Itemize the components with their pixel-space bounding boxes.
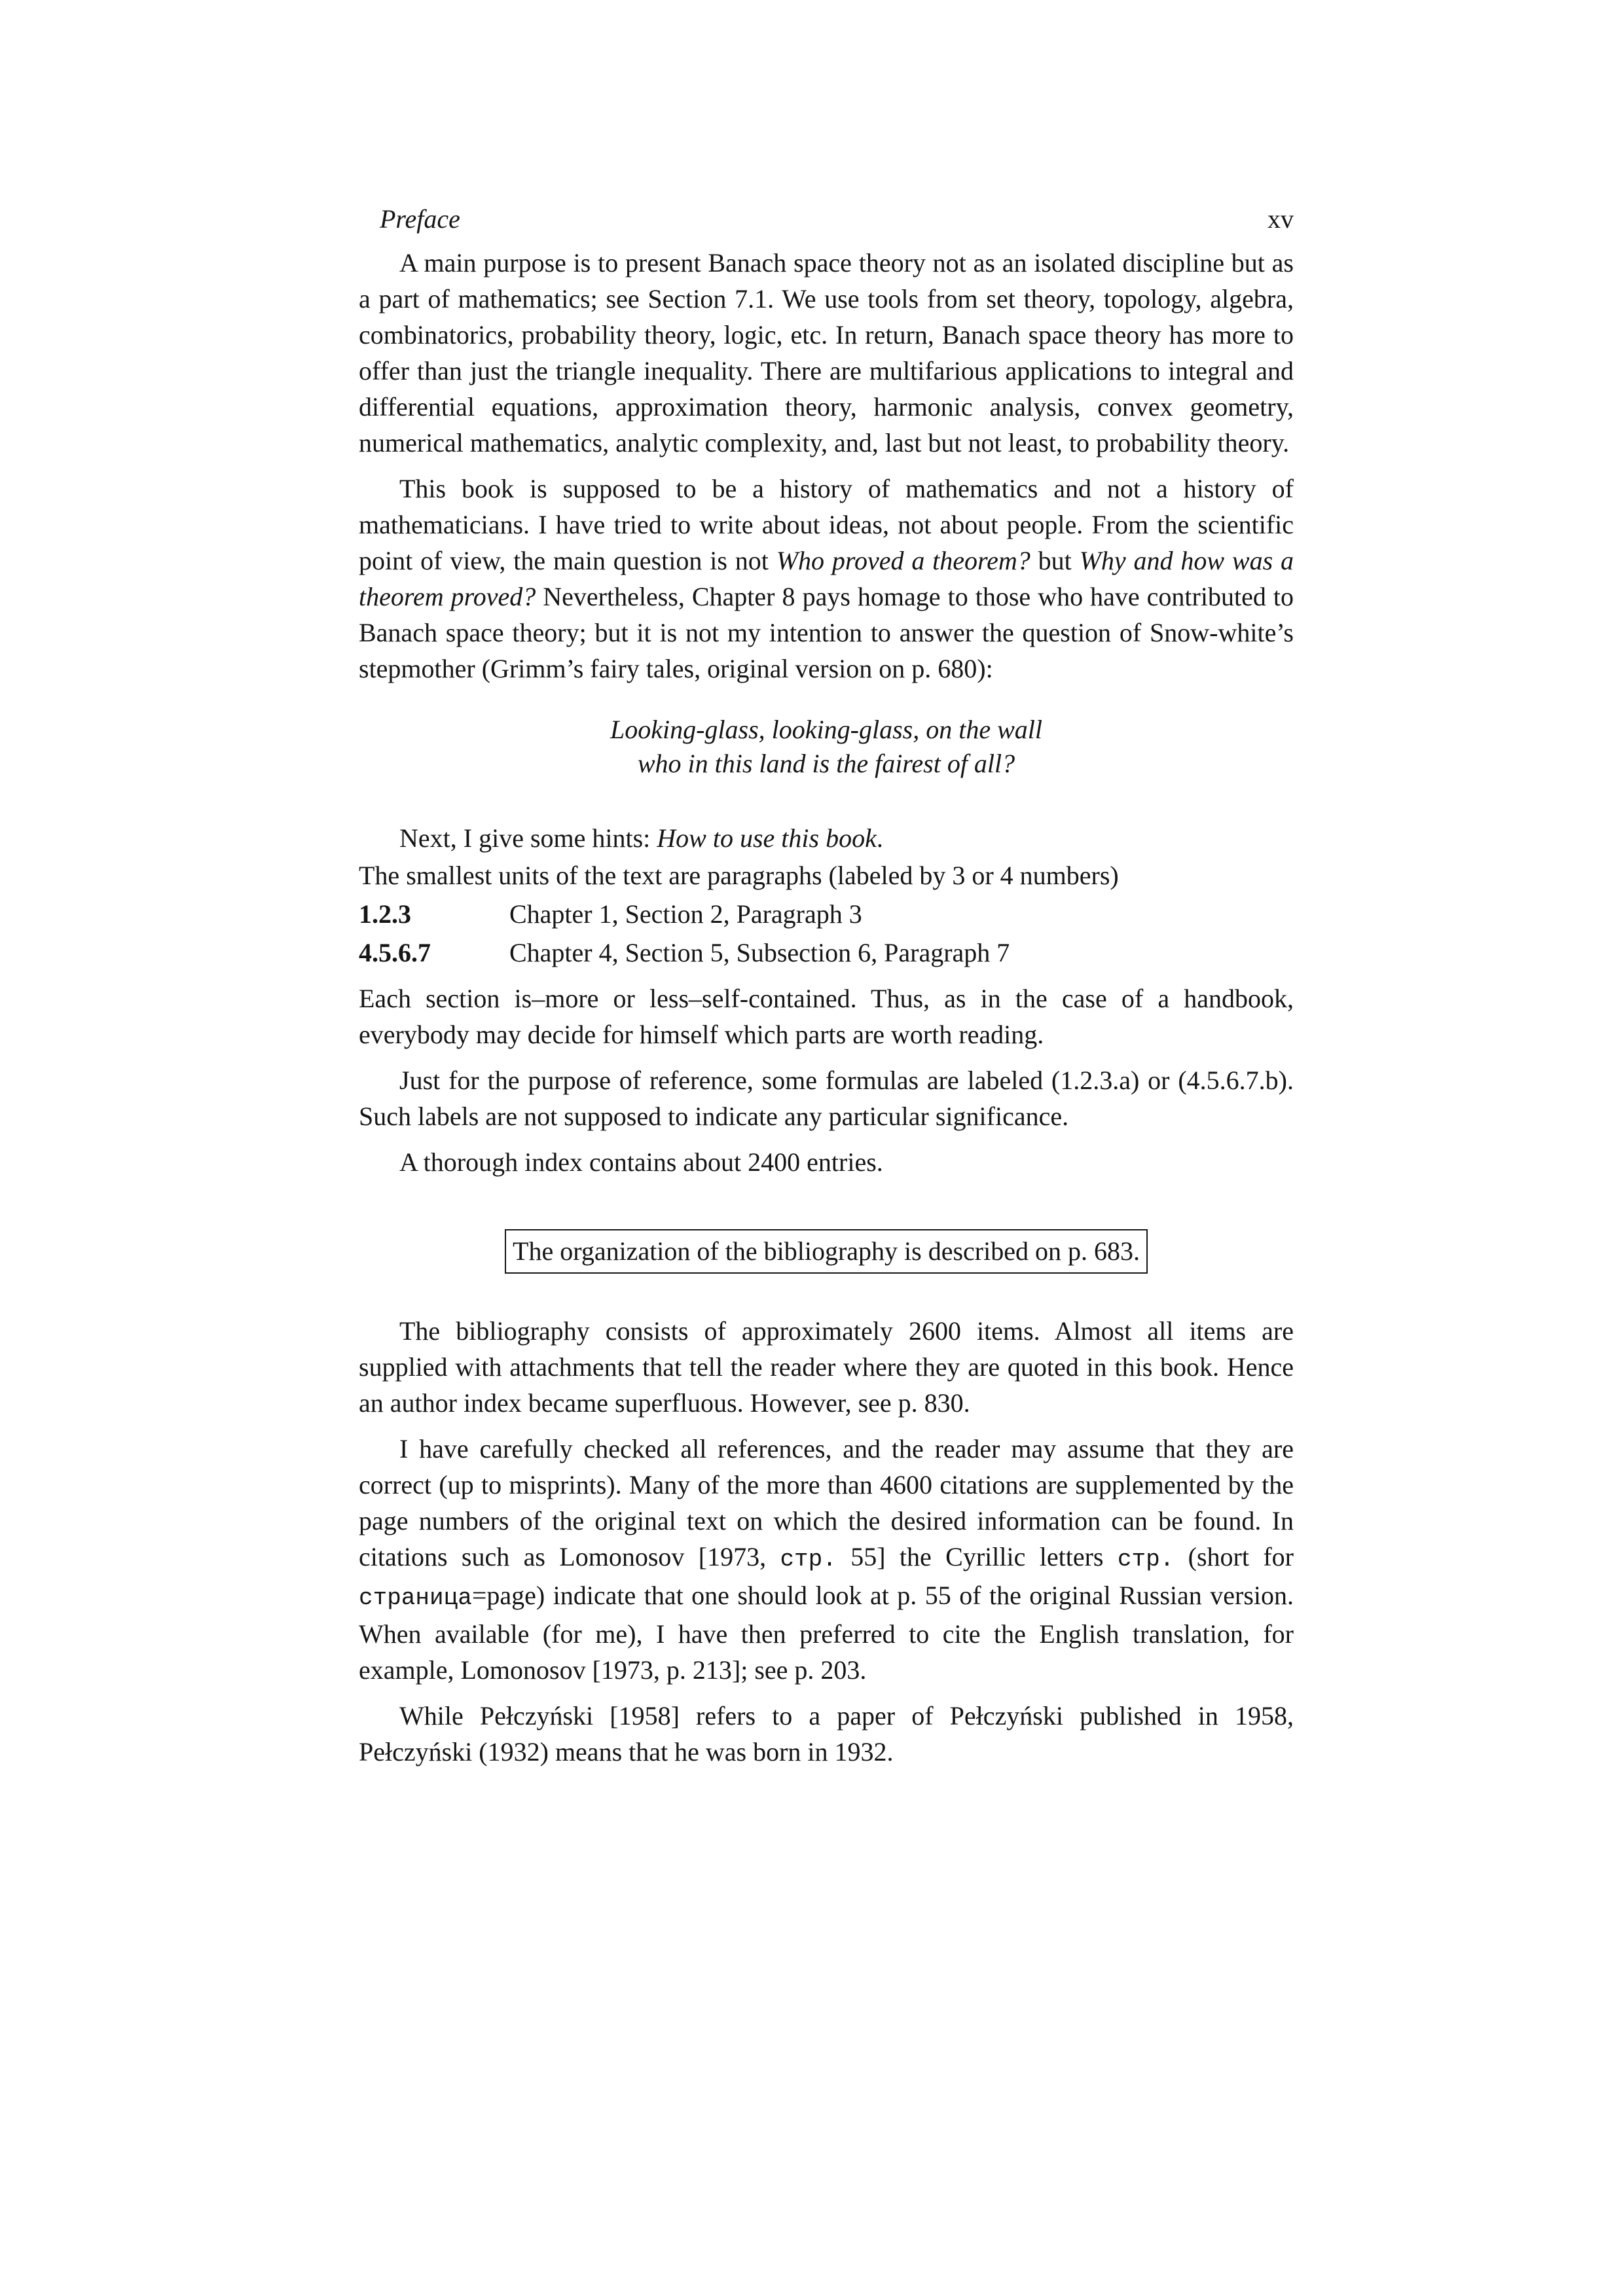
paragraph-index: A thorough index contains about 2400 entries.: [399, 1147, 883, 1177]
page: [359, 196, 1294, 1770]
page-number: xv: [1267, 204, 1294, 234]
text-span: Nevertheless, Chapter 8 pays homage to those who have contributed to Banach space theory; but it is not my intention to answer the question of Snow-white’s stepmother (Grimm’s fairy tales, original version on p. 680):: [359, 582, 1294, 683]
verse-line-2: who in this land is the fairest of all?: [637, 749, 1015, 778]
text-span: I have carefully checked all references, and the reader may assume that they are correct (up to misprints). Many of the more than 4600 citations are supplemented by the page numbers of the original text on which the desired information can be found. In citations such as Lomonosov [1973,: [359, 1434, 1294, 1571]
cyrillic-abbrev: стр.: [780, 1546, 837, 1573]
text-span: but: [1030, 546, 1080, 575]
unit-description: Chapter 1, Section 2, Paragraph 3: [509, 899, 862, 929]
paragraph-references: [359, 1431, 1294, 1688]
paragraph-formulas: Just for the purpose of reference, some formulas are labeled (1.2.3.a) or (4.5.6.7.b). Such labels are not supposed to indicate any particular significance.: [359, 1066, 1294, 1131]
cyrillic-abbrev: стр.: [1117, 1546, 1175, 1573]
paragraph-history: [359, 471, 1294, 687]
text-span: 55] the Cyrillic letters: [836, 1542, 1118, 1571]
verse-line-1: Looking-glass, looking-glass, on the wall: [610, 715, 1042, 744]
unit-label: 1.2.3: [359, 899, 411, 929]
unit-label: 4.5.6.7: [359, 938, 431, 967]
boxed-note-wrapper: [359, 1229, 1294, 1274]
running-title: Preface: [380, 204, 460, 234]
quoted-verse: [359, 713, 1294, 781]
unit-row: [359, 896, 1294, 932]
boxed-note: The organization of the bibliography is described on p. 683.: [505, 1229, 1148, 1274]
body-text: [359, 245, 1294, 1770]
italic-how-to-use: How to use this book: [657, 823, 877, 853]
unit-row: [359, 935, 1294, 971]
unit-description: Chapter 4, Section 5, Subsection 6, Paragraph 7: [509, 938, 1010, 967]
text-span: (short for: [1174, 1542, 1294, 1571]
running-header: [359, 196, 1294, 242]
text-span: =page) indicate that one should look at p. 55 of the original Russian version. When available (for me), I have then preferred to cite the English translation, for example, Lomonosov [1973, p. 213]; see p. 203.: [359, 1581, 1294, 1685]
text-span: Next, I give some hints:: [399, 823, 657, 853]
paragraph-purpose: A main purpose is to present Banach space theory not as an isolated discipline but as a part of mathematics; see Section 7.1. We use tools from set theory, topology, algebra, combinatorics, probability theory, logic, etc. In return, Banach space theory has more to offer than just the triangle inequality. There are multifarious applications to integral and differential equations, approximation theory, harmonic analysis, convex geometry, numerical mathematics, analytic complexity, and, last but not least, to probability theory.: [359, 248, 1294, 457]
italic-question-why: Why and how was a theorem proved?: [359, 546, 1294, 611]
text-span: .: [876, 823, 883, 853]
paragraph-hints: [359, 820, 1294, 856]
text-span: This book is supposed to be a history of mathematics and not a history of mathematicians. I have tried to write about ideas, not about people. From the scientific point of view, the main question is not: [359, 474, 1294, 575]
italic-question-who: Who proved a theorem?: [776, 546, 1030, 575]
paragraph-bibliography: The bibliography consists of approximately 2600 items. Almost all items are supplied with attachments that tell the reader where they are quoted in this book. Hence an author index became superfluous. However, see p. 830.: [359, 1316, 1294, 1418]
cyrillic-word: страница: [359, 1585, 472, 1611]
paragraph-sections: Each section is–more or less–self-contained. Thus, as in the case of a handbook, everybody may decide for himself which parts are worth reading.: [359, 984, 1294, 1049]
units-intro: The smallest units of the text are paragraphs (labeled by 3 or 4 numbers): [359, 861, 1119, 890]
paragraph-pelczynski: While Pełczyński [1958] refers to a paper of Pełczyński published in 1958, Pełczyński (1932) means that he was born in 1932.: [359, 1701, 1294, 1767]
